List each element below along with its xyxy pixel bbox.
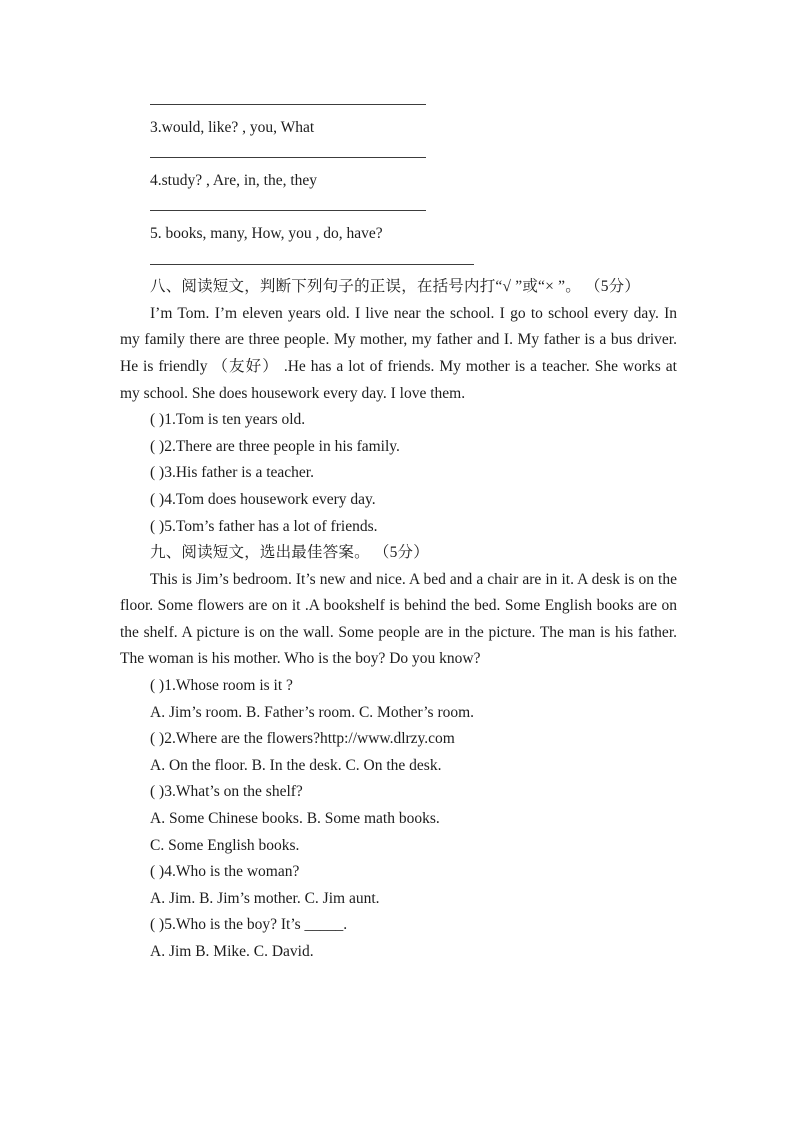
rearrange-item-4: 4.study? , Are, in, the, they — [150, 171, 318, 189]
rearrange-item-5: 5. books, many, How, you , do, have? — [150, 224, 383, 242]
mc-options-5: A. Jim B. Mike. C. David. — [150, 943, 314, 960]
exam-content — [120, 88, 677, 966]
mc-question-4: ( )4.Who is the woman? — [150, 863, 300, 881]
mc-question-2: ( )2.Where are the flowers?http://www.dlrzy.com — [150, 730, 455, 748]
tf-item-2: ( )2.There are three people in his family. — [150, 437, 400, 455]
mc-options-3-ab: A. Some Chinese books. B. Some math books. — [150, 810, 440, 828]
mc-options-4: A. Jim. B. Jim’s mother. C. Jim aunt. — [150, 889, 380, 907]
tf-item-4: ( )4.Tom does housework every day. — [150, 490, 376, 508]
mc-options-3-c: C. Some English books. — [150, 836, 300, 854]
mc-question-1: ( )1.Whose room is it ? — [150, 677, 293, 695]
tf-item-5: ( )5.Tom’s father has a lot of friends. — [150, 517, 378, 535]
tf-item-3: ( )3.His father is a teacher. — [150, 464, 314, 482]
mc-options-2: A. On the floor. B. In the desk. C. On the desk. — [150, 756, 442, 774]
mc-question-5: ( )5.Who is the boy? It’s _____. — [150, 916, 348, 934]
section-eight-passage: I’m Tom. I’m eleven years old. I live near the school. I go to school every day. In my family there are three people. My mother, my father and I. My father is a bus driver. He is friendly （友好） .He has a lot of friends. My mother is a teacher. She works at my school. She does housework every day. I love them. — [120, 304, 677, 402]
section-nine-passage: This is Jim’s bedroom. It’s new and nice. A bed and a chair are in it. A desk is on the floor. Some flowers are on it .A bookshelf is behind the bed. Some English books are on the shelf. A picture is on the wall. Some people are in the picture. The man is his father. The woman is his mother. Who is the boy? Do you know? — [120, 570, 677, 668]
mc-question-3: ( )3.What’s on the shelf? — [150, 783, 303, 801]
answer-blank[interactable] — [150, 249, 474, 265]
section-eight-heading: 八、阅读短文，判断下列句子的正误，在括号内打“√ ”或“× ”。 （5分） — [150, 278, 641, 296]
rearrange-item-3: 3.would, like? , you, What — [150, 118, 315, 136]
tf-item-1: ( )1.Tom is ten years old. — [150, 411, 306, 429]
section-nine-heading: 九、阅读短文，选出最佳答案。 （5分） — [150, 544, 429, 562]
answer-blank[interactable] — [150, 196, 426, 212]
answer-blank-line[interactable] — [120, 194, 677, 221]
answer-blank-line[interactable] — [120, 248, 677, 275]
answer-blank-line[interactable] — [120, 141, 677, 168]
answer-blank-line[interactable] — [120, 88, 677, 115]
answer-blank[interactable] — [150, 89, 426, 105]
mc-options-1: A. Jim’s room. B. Father’s room. C. Mother’s room. — [150, 703, 475, 721]
answer-blank[interactable] — [150, 142, 426, 158]
